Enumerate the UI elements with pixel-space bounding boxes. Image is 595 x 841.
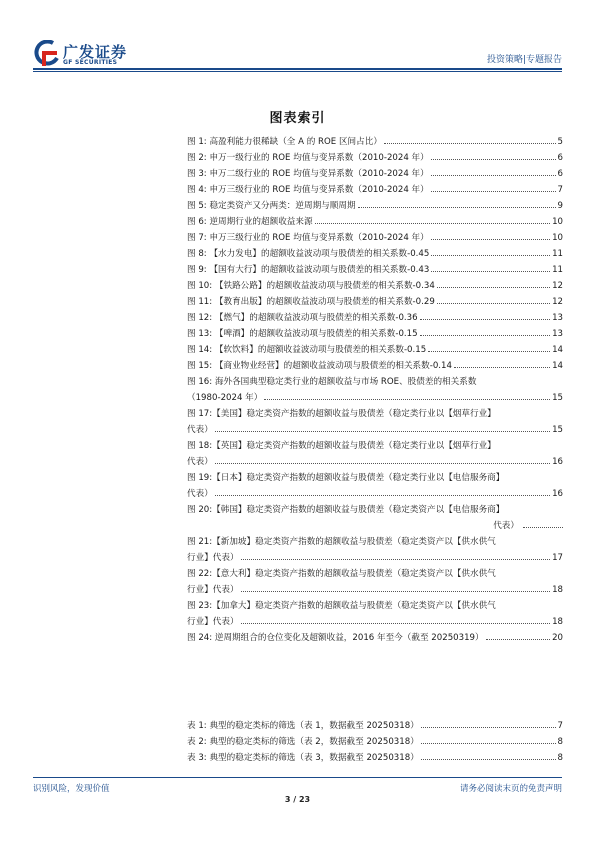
- dot-leader: [241, 591, 550, 592]
- toc-entry-line1: 图 19:【日本】稳定类资产指数的超额收益与股债差（稳定类行业以【电信服务商】: [187, 473, 505, 483]
- dot-leader: [421, 759, 556, 760]
- toc-entry-page: 7: [557, 185, 563, 195]
- toc-entry-page: 13: [552, 313, 563, 323]
- toc-entry-figure[interactable]: [187, 294, 563, 310]
- dot-leader: [384, 143, 556, 144]
- toc-entry-page: 11: [552, 265, 563, 275]
- toc-entry-page: 8: [557, 737, 563, 747]
- toc-entry-text: 【铁路公路】的超额收益波动项与股债差的相关系数-0.34: [214, 281, 435, 291]
- toc-entry-page: 17: [552, 553, 563, 563]
- footer-disclaimer-note: 请务必阅读末页的免责声明: [459, 784, 562, 794]
- dot-leader: [264, 399, 550, 400]
- toc-entry-line1: 图 18:【英国】稳定类资产指数的超额收益与股债差（稳定类行业以【烟草行业】: [187, 441, 496, 451]
- footer-slogan: 识别风险，发现价值: [33, 784, 110, 794]
- logo-text-en: GF SECURITIES: [63, 59, 118, 66]
- toc-entry-line1: 图 23:【加拿大】稳定类资产指数的超额收益与股债差（稳定类资产以【供水供气: [187, 601, 496, 611]
- dot-leader: [421, 727, 556, 728]
- toc-entry-text: 【软饮料】的超额收益波动项与股债差的相关系数-0.15: [214, 345, 427, 355]
- dot-leader: [437, 287, 550, 288]
- dot-leader: [431, 175, 556, 176]
- toc-entry-label: 图 13:: [187, 329, 213, 339]
- toc-entry-text: 申万三级行业的 ROE 均值与变异系数（2010-2024 年）: [209, 233, 429, 243]
- page-title: 图表索引: [269, 111, 326, 126]
- toc-entry-text: 申万三级行业的 ROE 均值与变异系数（2010-2024 年）: [209, 185, 429, 195]
- toc-entry-text: 【教育出版】的超额收益波动项与股债差的相关系数-0.29: [214, 297, 435, 307]
- toc-entry-line2: 行业】代表）: [187, 585, 239, 595]
- toc-entry-figure[interactable]: [187, 566, 563, 598]
- toc-entry-page: 13: [552, 329, 563, 339]
- toc-entry-page: 15: [552, 393, 563, 403]
- toc-entry-label: 图 3:: [187, 169, 207, 179]
- table-index: [187, 718, 563, 766]
- toc-entry-text: 申万一级行业的 ROE 均值与变异系数（2010-2024 年）: [209, 153, 429, 163]
- toc-entry-text: 典型的稳定类标的筛选（表 1，数据截至 20250318）: [209, 721, 419, 731]
- toc-entry-figure[interactable]: [187, 534, 563, 566]
- toc-entry-line1: 图 20:【韩国】稳定类资产指数的超额收益与股债差（稳定类资产以【电信服务商】: [187, 505, 505, 515]
- toc-entry-label: 表 3:: [187, 753, 207, 763]
- toc-entry-label: 图 12:: [187, 313, 213, 323]
- page-number: 3 / 23: [284, 795, 311, 804]
- toc-entry-text: 【燃气】的超额收益波动项与股债差的相关系数-0.36: [214, 313, 418, 323]
- toc-entry-figure[interactable]: [187, 182, 563, 198]
- toc-entry-label: 图 24:: [187, 633, 213, 643]
- toc-entry-line2-row: [187, 390, 563, 406]
- toc-entry-label: 表 2:: [187, 737, 207, 747]
- toc-entry-page: 10: [552, 233, 563, 243]
- toc-entry-label: 图 14:: [187, 345, 213, 355]
- header-divider: [33, 68, 562, 70]
- dot-leader: [431, 191, 556, 192]
- toc-entry-table[interactable]: [187, 750, 563, 766]
- toc-entry-label: 图 10:: [187, 281, 213, 291]
- dot-leader: [431, 255, 550, 256]
- dot-leader: [437, 303, 550, 304]
- toc-entry-page: 12: [552, 297, 563, 307]
- toc-entry-figure[interactable]: [187, 166, 563, 182]
- toc-entry-page: 16: [552, 457, 563, 467]
- toc-entry-page: 7: [557, 721, 563, 731]
- toc-entry-page: 18: [552, 617, 563, 627]
- figure-index: [187, 134, 563, 646]
- toc-entry-figure[interactable]: [187, 230, 563, 246]
- dot-leader: [421, 743, 556, 744]
- toc-entry-line1: 图 21:【新加坡】稳定类资产指数的超额收益与股债差（稳定类资产以【供水供气: [187, 537, 496, 547]
- footer-divider: [33, 777, 562, 778]
- toc-entry-page: 14: [552, 345, 563, 355]
- toc-entry-label: 表 1:: [187, 721, 207, 731]
- toc-entry-figure[interactable]: [187, 198, 563, 214]
- dot-leader: [420, 319, 550, 320]
- toc-entry-text: 高盈利能力很稀缺（全 A 的 ROE 区间占比）: [209, 137, 382, 147]
- toc-entry-page: 16: [552, 489, 563, 499]
- toc-entry-label: 图 8:: [187, 249, 207, 259]
- dot-leader: [454, 367, 550, 368]
- toc-entry-line2: （1980-2024 年）: [187, 393, 263, 403]
- toc-entry-label: 图 4:: [187, 185, 207, 195]
- gf-logo-icon: [33, 40, 59, 68]
- toc-entry-figure[interactable]: [187, 470, 563, 502]
- toc-entry-label: 图 6:: [187, 217, 207, 227]
- toc-entry-text: 【商业物业经营】的超额收益波动项与股债差的相关系数-0.14: [214, 361, 452, 371]
- toc-entry-line2: 行业】代表）: [187, 553, 239, 563]
- toc-entry-label: 图 11:: [187, 297, 213, 307]
- toc-entry-label: 图 7:: [187, 233, 207, 243]
- dot-leader: [486, 639, 550, 640]
- toc-entry-text: 典型的稳定类标的筛选（表 3，数据截至 20250318）: [209, 753, 419, 763]
- dot-leader: [523, 527, 563, 528]
- dot-leader: [431, 239, 550, 240]
- dot-leader: [358, 207, 556, 208]
- toc-entry-figure[interactable]: [187, 358, 563, 374]
- toc-entry-label: 图 1:: [187, 137, 207, 147]
- toc-entry-page: 18: [552, 585, 563, 595]
- toc-entry-page: 20: [552, 633, 563, 643]
- company-logo: [33, 40, 133, 70]
- toc-entry-text: 逆周期组合的仓位变化及超额收益，2016 年至今（截至 20250319）: [214, 633, 484, 643]
- report-category: 投资策略|专题报告: [486, 55, 562, 65]
- toc-entry-figure[interactable]: [187, 214, 563, 230]
- toc-entry-text: 逆周期行业的超额收益来源: [209, 217, 313, 227]
- toc-entry-figure-24[interactable]: [187, 630, 563, 646]
- toc-entry-figure-20[interactable]: [187, 502, 563, 534]
- toc-entry-line2: 代表）: [187, 489, 213, 499]
- toc-entry-page: 11: [552, 249, 563, 259]
- toc-entry-line2-row: [187, 454, 563, 470]
- toc-entry-figure[interactable]: [187, 342, 563, 358]
- dot-leader: [420, 335, 550, 336]
- toc-entry-page: 15: [552, 425, 563, 435]
- toc-entry-line1: 图 22:【意大利】稳定类资产指数的超额收益与股债差（稳定类资产以【供水供气: [187, 569, 496, 579]
- toc-entry-line2: 代表）: [187, 457, 213, 467]
- toc-entry-table[interactable]: [187, 734, 563, 750]
- toc-entry-line1: 图 17:【美国】稳定类资产指数的超额收益与股债差（稳定类行业以【烟草行业】: [187, 409, 496, 419]
- toc-entry-page: 8: [557, 753, 563, 763]
- toc-entry-figure[interactable]: [187, 246, 563, 262]
- toc-entry-figure[interactable]: [187, 438, 563, 470]
- toc-entry-label: 图 15:: [187, 361, 213, 371]
- dot-leader: [215, 495, 550, 496]
- toc-entry-page: 6: [557, 169, 563, 179]
- toc-entry-figure[interactable]: [187, 326, 563, 342]
- toc-entry-text: 典型的稳定类标的筛选（表 2，数据截至 20250318）: [209, 737, 419, 747]
- toc-entry-figure[interactable]: [187, 598, 563, 630]
- toc-entry-line2-row: [187, 550, 563, 566]
- toc-entry-line2-wrap: [493, 518, 563, 534]
- toc-entry-line2-row: [187, 422, 563, 438]
- toc-entry-page: 14: [552, 361, 563, 371]
- toc-entry-figure[interactable]: [187, 278, 563, 294]
- header-divider-thin: [33, 71, 562, 72]
- toc-entry-line1: 图 16: 海外各国典型稳定类行业的超额收益与市场 ROE、股债差的相关系数: [187, 377, 477, 387]
- toc-entry-page: 6: [557, 153, 563, 163]
- toc-entry-figure[interactable]: [187, 374, 563, 406]
- dot-leader: [431, 271, 550, 272]
- toc-entry-line2-row: [187, 614, 563, 630]
- toc-entry-page: 9: [557, 201, 563, 211]
- dot-leader: [431, 159, 556, 160]
- toc-entry-line2-row: [187, 582, 563, 598]
- toc-entry-table[interactable]: [187, 718, 563, 734]
- dot-leader: [241, 623, 550, 624]
- dot-leader: [428, 351, 550, 352]
- toc-entry-line2: 代表）: [493, 521, 519, 531]
- toc-entry-page: 5: [557, 137, 563, 147]
- toc-entry-text: 申万二级行业的 ROE 均值与变异系数（2010-2024 年）: [209, 169, 429, 179]
- dot-leader: [315, 223, 550, 224]
- dot-leader: [215, 463, 550, 464]
- toc-entry-line2-row: [187, 486, 563, 502]
- dot-leader: [241, 559, 550, 560]
- toc-entry-label: 图 2:: [187, 153, 207, 163]
- toc-entry-figure[interactable]: [187, 150, 563, 166]
- toc-entry-label: 图 9:: [187, 265, 207, 275]
- toc-entry-figure[interactable]: [187, 262, 563, 278]
- toc-entry-figure[interactable]: [187, 310, 563, 326]
- toc-entry-line2: 行业】代表）: [187, 617, 239, 627]
- logo-text-cn: 广发证券: [63, 43, 128, 61]
- toc-entry-text: 【国有大行】的超额收益波动项与股债差的相关系数-0.43: [209, 265, 430, 275]
- toc-entry-text: 【啤酒】的超额收益波动项与股债差的相关系数-0.15: [214, 329, 418, 339]
- toc-entry-figure[interactable]: [187, 406, 563, 438]
- toc-entry-text: 【水力发电】的超额收益波动项与股债差的相关系数-0.45: [209, 249, 430, 259]
- toc-entry-label: 图 5:: [187, 201, 207, 211]
- toc-entry-page: 10: [552, 217, 563, 227]
- toc-entry-line2: 代表）: [187, 425, 213, 435]
- toc-entry-figure[interactable]: [187, 134, 563, 150]
- toc-entry-text: 稳定类资产又分两类：逆周期与顺周期: [209, 201, 356, 211]
- toc-entry-page: 12: [552, 281, 563, 291]
- dot-leader: [215, 431, 550, 432]
